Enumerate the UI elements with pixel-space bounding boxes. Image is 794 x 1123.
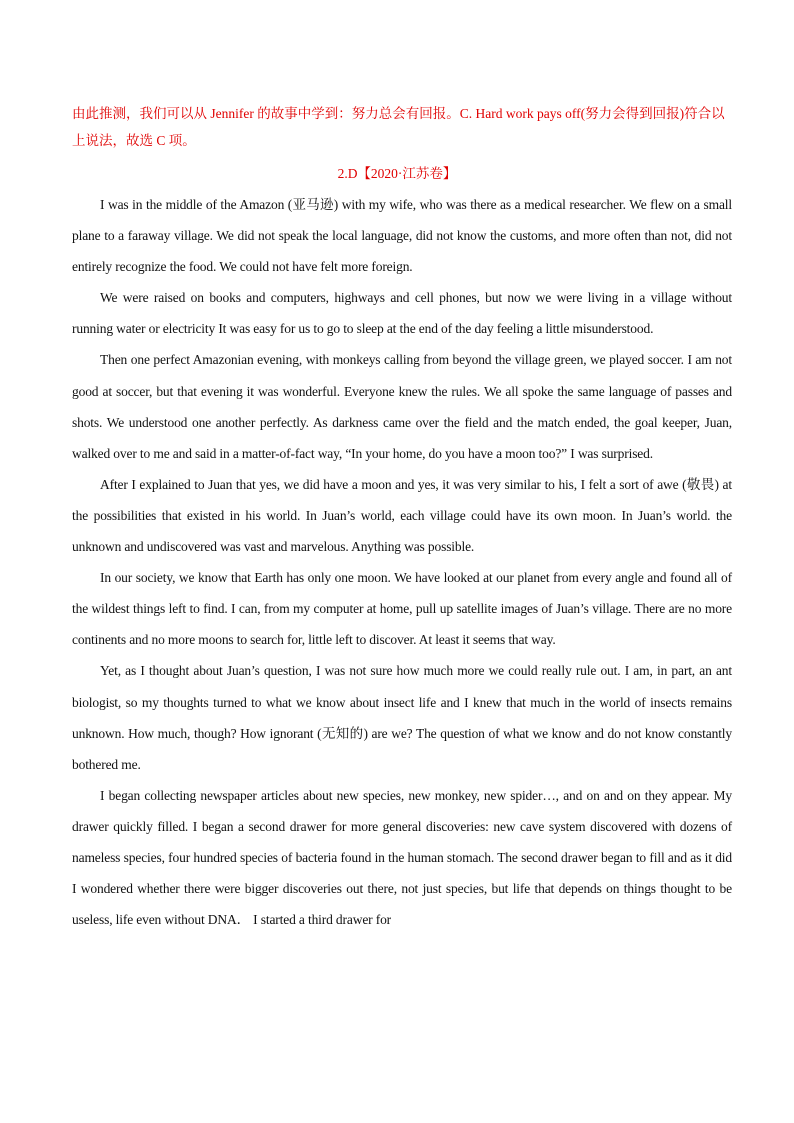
- passage-paragraph: Then one perfect Amazonian evening, with monkeys calling from beyond the village green, we played soccer. I am not good at soccer, but that evening it was wonderful. Everyone knew the rules. We all spoke the same language of passes and shots. We understood one another perfectly. As darkness came over the field and the match ended, the goal keeper, Juan, walked over to me and said in a matter-of-fact way, “In your home, do you have a moon too?” I was surprised.: [72, 352, 732, 461]
- passage-body: [72, 189, 732, 935]
- passage-paragraph: In our society, we know that Earth has only one moon. We have looked at our planet from every angle and found all of the wildest things left to find. I can, from my computer at home, pull up satellite images of Juan’s village. There are no more continents and no more moons to search for, little left to discover. At least it seems that way.: [72, 570, 732, 648]
- passage-paragraph: I began collecting newspaper articles about new species, new monkey, new spider…, and on and on they appear. My drawer quickly filled. I began a second drawer for more general discoveries: new cave system discovered with dozens of nameless species, four hundred species of bacteria found in the human stomach. The second drawer began to fill and as it did I wondered whether there were bigger discoveries out there, not just species, but life that depends on things thought to be useless, life even without DNA． I started a third drawer for: [72, 787, 732, 928]
- passage-paragraph: After I explained to Juan that yes, we did have a moon and yes, it was very similar to his, I felt a sort of awe (敬畏) at the possibilities that existed in his world. In Juan’s world, each village could have its own moon. In Juan’s world. the unknown and undiscovered was vast and marvelous. Anything was possible.: [72, 476, 732, 555]
- question-heading: 2.D【2020·江苏卷】: [337, 166, 457, 181]
- passage-paragraph: Yet, as I thought about Juan’s question, I was not sure how much more we could really rule out. I am, in part, an ant biologist, so my thoughts turned to what we know about insect life and I knew that much in the world of insects remains unknown. How much, though? How ignorant (无知的) are we? The question of what we know and do not know constantly bothered me.: [72, 663, 732, 772]
- answer-explanation-note: 由此推测，我们可以从 Jennifer 的故事中学到：努力总会有回报。C. Hard work pays off(努力会得到回报)符合以上说法，故选 C 项。: [72, 106, 725, 148]
- passage-paragraph: We were raised on books and computers, highways and cell phones, but now we were living in a village without running water or electricity It was easy for us to go to sleep at the end of the day feeling a little misunderstood.: [72, 290, 732, 337]
- passage-paragraph: I was in the middle of the Amazon (亚马逊) with my wife, who was there as a medical researcher. We flew on a small plane to a faraway village. We did not speak the local language, did not know the customs, and more often than not, did not entirely recognize the food. We could not have felt more foreign.: [72, 197, 732, 275]
